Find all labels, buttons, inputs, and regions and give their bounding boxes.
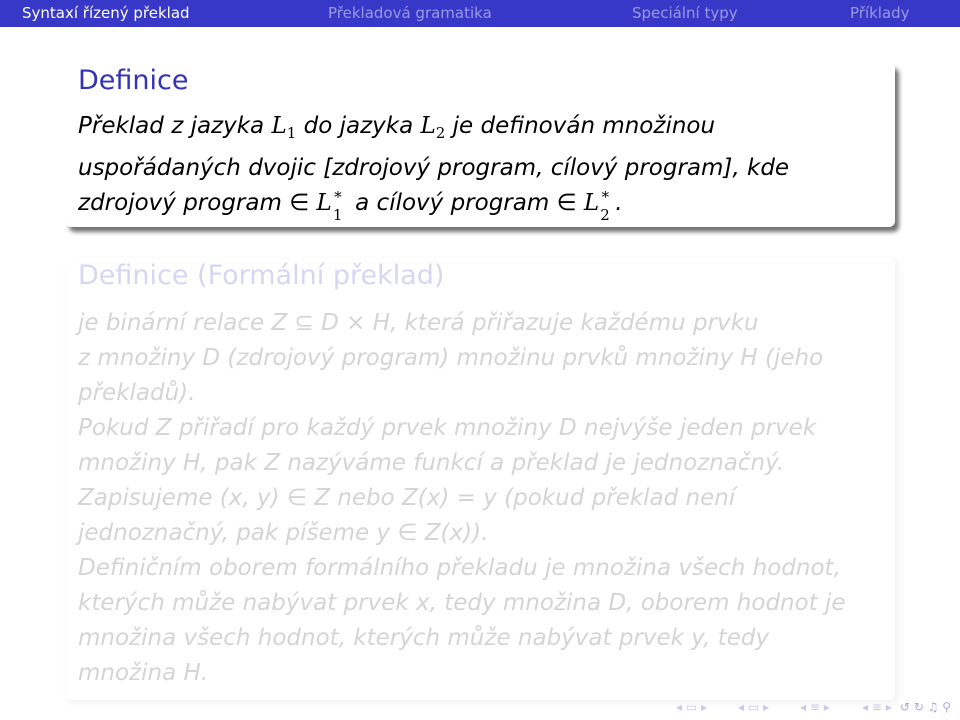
text-segment: do jazyka (296, 113, 421, 139)
text-segment: . (615, 190, 623, 216)
text-segment: je definován množinou (445, 113, 716, 139)
math-subscript: 1 (332, 206, 343, 224)
math-symbol: L (583, 190, 600, 216)
document-navigation-icon[interactable]: ◂ ≡ ▸ (862, 700, 892, 714)
formal-line: jednoznačný, pak píšeme y ∈ Z(x)). (78, 520, 489, 546)
math-superscript: ∗ (332, 185, 344, 203)
definition-block (65, 63, 895, 227)
nav-item-special-types[interactable]: Speciální typy (632, 4, 738, 22)
math-symbol: L (271, 113, 287, 139)
text-segment: a cílový program ∈ (347, 190, 584, 216)
math-superscript: ∗ (600, 185, 611, 203)
math-subscript: 2 (435, 124, 446, 142)
definition-body (78, 109, 790, 224)
formal-translation-definition-block (65, 258, 895, 700)
definition-line-2: uspořádaných dvojic [zdrojový program, cílový program], kde (78, 155, 790, 181)
math-sup-sub (332, 185, 348, 224)
formal-line: množiny H, pak Z nazýváme funkcí a překlad je jednoznačný. (78, 450, 785, 476)
math-symbol: L (420, 113, 436, 139)
formal-line: Zapisujeme (x, y) ∈ Z nebo Z(x) = y (pokud překlad není (78, 485, 736, 511)
top-navigation-bar (0, 0, 960, 27)
math-sup-sub (599, 185, 615, 224)
math-symbol: L (316, 190, 332, 216)
formal-line: kterých může nabývat prvek x, tedy množina D, oborem hodnot je (78, 590, 846, 616)
search-back-forward-icon[interactable]: ↺ ↻ ♫ ⚲ (900, 700, 952, 714)
formal-line: množina všech hodnot, kterých může nabývat prvek y, tedy (78, 625, 770, 651)
formal-line: je binární relace Z ⊆ D × H, která přiřazuje každému prvku (78, 310, 759, 336)
text-segment: Překlad z jazyka (78, 113, 272, 139)
nav-item-translation-grammar[interactable]: Překladová gramatika (328, 4, 492, 22)
subsection-navigation-icon[interactable]: ◂ ▭ ▸ (738, 700, 770, 714)
frame-navigation-icon[interactable]: ◂ ▭ ▸ (676, 700, 708, 714)
formal-translation-title: Definice (Formální překlad) (78, 260, 445, 291)
definition-line-3 (78, 185, 789, 224)
formal-line: překladů). (78, 380, 196, 406)
formal-line: Definičním oborem formálního překladu je množina všech hodnot, (78, 555, 841, 581)
formal-line: množina H. (78, 660, 209, 686)
beamer-navigation-symbols (676, 700, 956, 718)
definition-title: Definice (78, 65, 189, 96)
math-subscript: 2 (600, 206, 610, 224)
formal-line: Pokud Z přiřadí pro každý prvek množiny D nejvýše jeden prvek (78, 415, 817, 441)
section-navigation-icon[interactable]: ◂ ≡ ▸ (800, 700, 830, 714)
math-subscript: 1 (286, 124, 297, 142)
text-segment: zdrojový program ∈ (78, 190, 317, 216)
definition-line-1 (78, 109, 789, 151)
formal-line: z množiny D (zdrojový program) množinu prvků množiny H (jeho (78, 345, 824, 371)
nav-item-syntax-directed-translation[interactable]: Syntaxí řízený překlad (22, 4, 190, 22)
nav-item-examples[interactable]: Příklady (850, 4, 910, 22)
formal-translation-body (78, 306, 846, 691)
